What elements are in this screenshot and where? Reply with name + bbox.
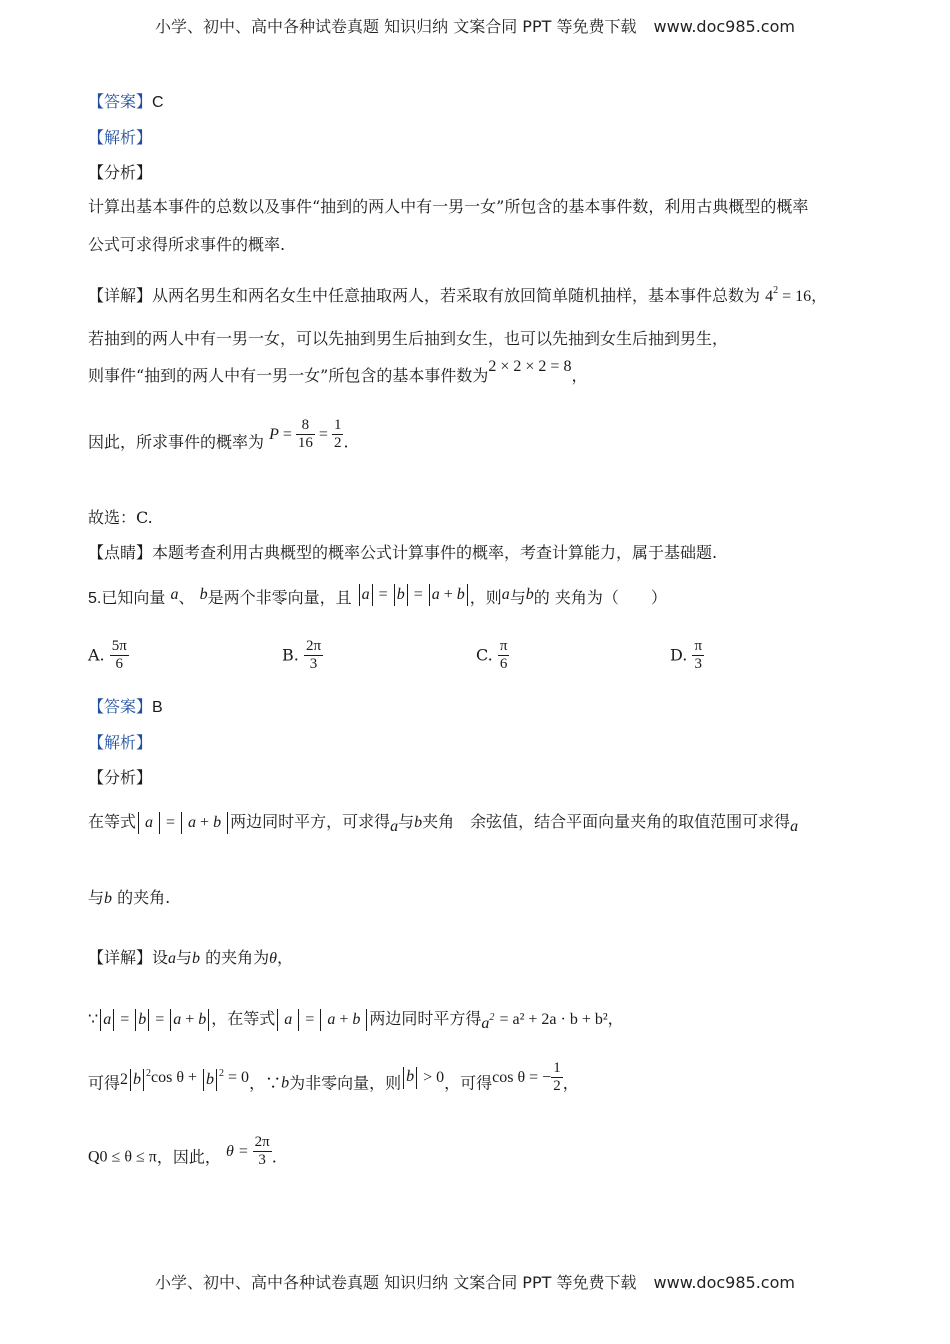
- fraction: $\frac{\pi}{3}$: [694, 638, 703, 672]
- answer-tag: 【答案】: [88, 92, 153, 111]
- math-expr: 2 × 2 × 2 = 8: [488, 358, 572, 375]
- answer-value: C: [152, 94, 164, 111]
- fraction: $\frac{\pi}{6}$: [499, 638, 508, 672]
- q5-detail-line3: 可得2 b $^2$cos θ + b $^2$ = 0，∵b为非零向量，则 b > 0，可得cos θ = − $\frac{1}{2}$ ，: [88, 1060, 579, 1094]
- abs-equation: a = b = a + b: [357, 586, 470, 603]
- q5-detail-line4: Q0 ≤ θ ≤ π，因此， θ = $\frac{2\pi}{3}$ .: [88, 1134, 277, 1168]
- fraction: $\frac{2\pi}{3}$: [254, 1134, 270, 1168]
- q4-detail-line1: 【详解】从两名男生和两名女生中任意抽取两人，若采取有放回简单随机抽样，基本事件总数为 $4^2 = 16$，: [88, 285, 828, 305]
- detail-tag: 【详解】: [88, 286, 153, 305]
- math-expr: Q0 ≤ θ ≤ π: [88, 1148, 157, 1166]
- fraction: $\frac{1}{2}$: [553, 1060, 561, 1094]
- option-a[interactable]: A. $\frac{5\pi}{6}$: [88, 638, 127, 672]
- option-d[interactable]: D. $\frac{\pi}{3}$: [670, 638, 703, 672]
- q5-stem: 5.已知向量 a、 b是两个非零向量，且 a = b = a + b ，则a与b的 夹角为（ ）: [88, 586, 667, 607]
- q5-fenxi-tag: 【分析】: [88, 768, 153, 787]
- q5-detail-line2: ∵ a = b = a + b ，在等式 a = a + b 两边同时平方得$a^2 = a^2 + 2a \cdot b + b^2$，: [88, 1009, 624, 1032]
- q4-dianjing: 【点睛】本题考查利用古典概型的概率公式计算事件的概率，考查计算能力，属于基础题.: [88, 543, 718, 562]
- q4-fenxi-line1: 计算出基本事件的总数以及事件“抽到的两人中有一男一女”所包含的基本事件数，利用古典概型的概率: [88, 197, 809, 216]
- q4-answer: [88, 92, 164, 113]
- fraction: $\frac{2\pi}{3}$: [305, 638, 322, 672]
- q4-fenxi-tag: 【分析】: [88, 163, 153, 182]
- option-b[interactable]: B. $\frac{2\pi}{3}$: [282, 638, 322, 672]
- abs-equation: a = a + b: [136, 814, 230, 831]
- option-c[interactable]: C. $\frac{\pi}{6}$: [476, 638, 508, 672]
- q4-fenxi-line2: 公式可求得所求事件的概率.: [88, 235, 286, 254]
- math-expr: = a² + 2a · b + b²: [499, 1011, 608, 1028]
- q4-jiexi-tag: 【解析】: [88, 128, 153, 147]
- q5-fenxi-line2: 与b 的夹角.: [88, 888, 171, 907]
- q4-guxuan: 故选：C.: [88, 508, 153, 527]
- q5-answer: 【答案】B: [88, 697, 163, 716]
- fraction: $\frac{5\pi}{6}$: [111, 638, 127, 672]
- q4-detail-line3: 则事件“抽到的两人中有一男一女”所包含的基本事件数为2 × 2 × 2 = 8，: [88, 358, 588, 385]
- footer-text: 小学、初中、高中各种试卷真题 知识归纳 文案合同 PPT 等免费下载: [155, 1273, 637, 1292]
- site-header: [0, 14, 950, 37]
- math-expr: $4^2 = 16$: [765, 285, 812, 305]
- detail-text: 从两名男生和两名女生中任意抽取两人，若采取有放回简单随机抽样，基本事件总数为: [152, 286, 761, 305]
- q5-jiexi-tag: 【解析】: [88, 733, 153, 752]
- footer-url-link[interactable]: www.doc985.com: [653, 1273, 795, 1292]
- q5-detail-line1: 【详解】设a与b 的夹角为θ，: [88, 948, 294, 967]
- abs-equation: a = b = a + b: [98, 1011, 211, 1028]
- q5-fenxi-line1: 在等式 a = a + b 两边同时平方，可求得a与b夹角 余弦值，结合平面向量夹角的取值范围可求得a: [88, 812, 799, 835]
- q4-detail-line4: 因此，所求事件的概率为 P = $\frac{8}{16}$ = $\frac{1}{2}$ .: [88, 417, 349, 452]
- fraction: $\frac{1}{2}$: [333, 417, 342, 451]
- fraction: $\frac{8}{16}$: [297, 417, 313, 451]
- header-text: 小学、初中、高中各种试卷真题 知识归纳 文案合同 PPT 等免费下载: [155, 17, 637, 36]
- site-footer: [0, 1270, 950, 1293]
- q4-detail-line2: 若抽到的两人中有一男一女，可以先抽到男生后抽到女生，也可以先抽到女生后抽到男生，: [88, 329, 729, 348]
- header-url-link[interactable]: www.doc985.com: [653, 17, 795, 36]
